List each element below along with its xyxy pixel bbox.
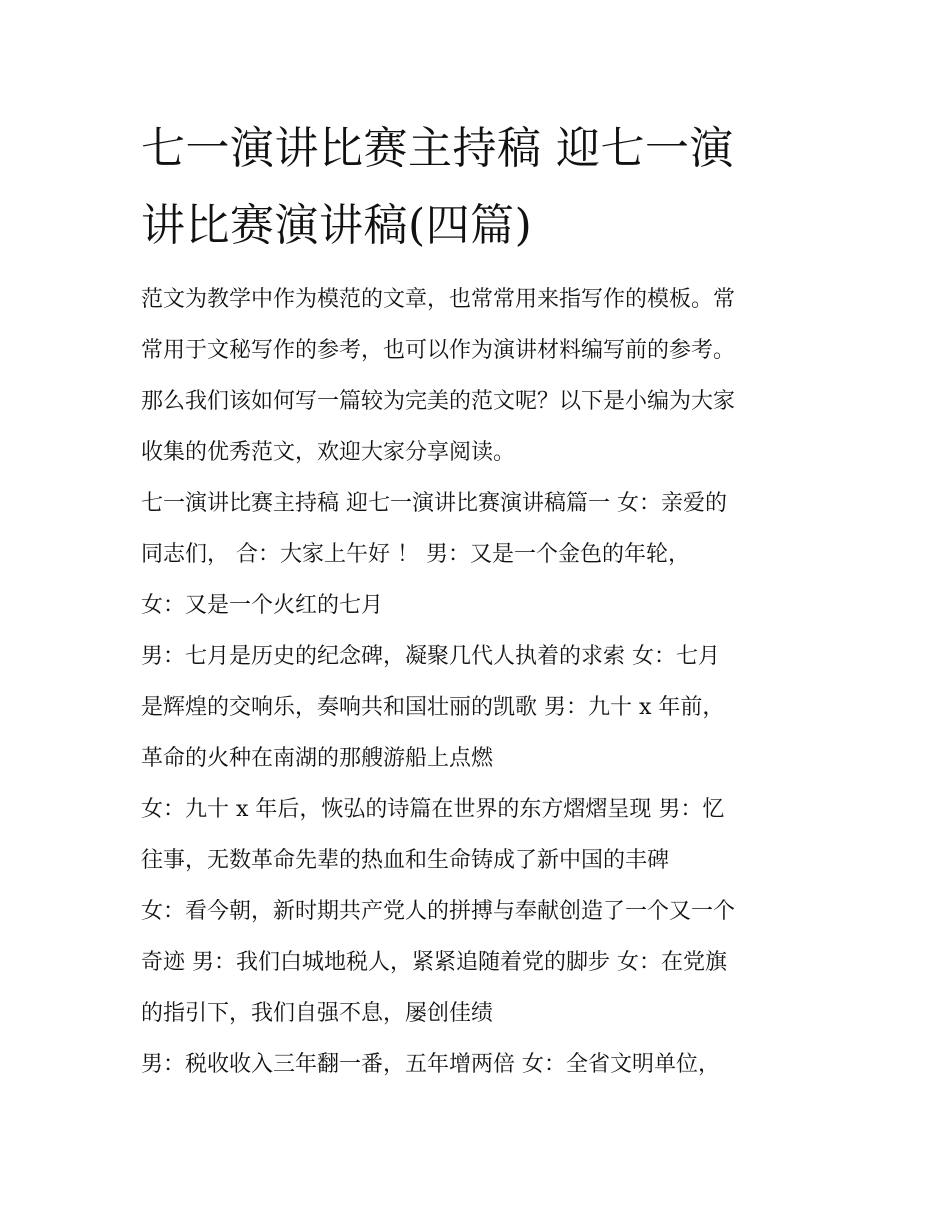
text-line: 范文为教学中作为模范的文章，也常常用来指写作的模板。常 [141, 287, 736, 312]
text-line: 往事，无数革命先辈的热血和生命铸成了新中国的丰碑 [141, 848, 670, 873]
text-line: 男：七月是历史的纪念碑，凝聚几代人执着的求索 女：七月 [141, 644, 720, 669]
text-line: 是辉煌的交响乐，奏响共和国壮丽的凯歌 男：九十 x 年前， [141, 695, 725, 720]
document-body [141, 274, 813, 1090]
text-line: 的指引下，我们自强不息，屡创佳绩 [141, 1001, 494, 1026]
text-line: 奇迹 男：我们白城地税人，紧紧追随着党的脚步 女：在党旗 [141, 950, 727, 975]
text-line: 同志们， 合：大家上午好 ！ 男：又是一个金色的年轮， [141, 542, 690, 567]
text-line: 男：税收收入三年翻一番，五年增两倍 女：全省文明单位， [141, 1052, 720, 1077]
text-line: 革命的火种在南湖的那艘游船上点燃 [141, 746, 494, 771]
document-title [141, 110, 813, 264]
text-line: 女：看今朝，新时期共产党人的拼搏与奉献创造了一个又一个 [141, 899, 736, 924]
title-line-2: 讲比赛演讲稿(四篇) [141, 200, 533, 251]
text-line: 那么我们该如何写一篇较为完美的范文呢？以下是小编为大家 [141, 389, 736, 414]
text-line: 收集的优秀范文，欢迎大家分享阅读。 [141, 440, 516, 465]
document-page [141, 110, 813, 1090]
text-line: 七一演讲比赛主持稿 迎七一演讲比赛演讲稿篇一 女：亲爱的 [141, 491, 727, 516]
text-line: 女：又是一个火红的七月 [141, 593, 384, 618]
text-line: 常用于文秘写作的参考，也可以作为演讲材料编写前的参考。 [141, 338, 736, 363]
text-line: 女：九十 x 年后，恢弘的诗篇在世界的东方熠熠呈现 男：忆 [141, 797, 725, 822]
title-line-1: 七一演讲比赛主持稿 迎七一演 [141, 123, 734, 174]
